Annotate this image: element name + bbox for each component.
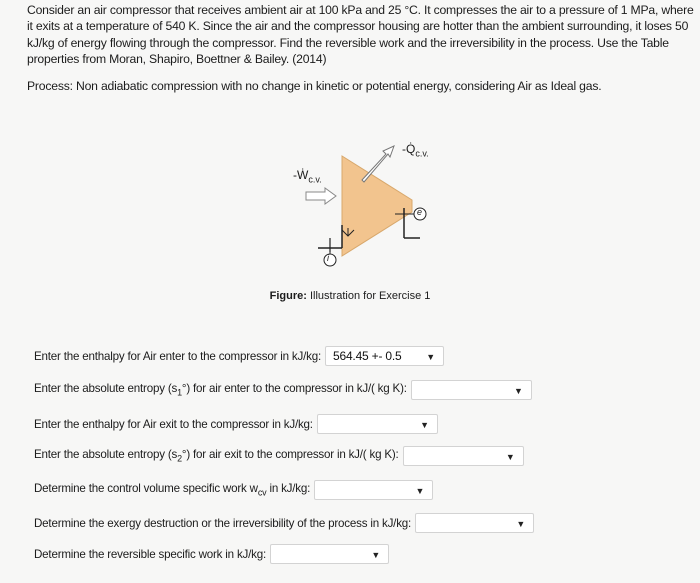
- compressor-body: [342, 156, 412, 256]
- figure-caption: [0, 290, 700, 302]
- inlet-marker: i: [327, 253, 329, 263]
- question-4-label: Enter the absolute entropy $(s_2^\circ)$ for air exit to the compressor in kJ/( kg K):: [34, 448, 399, 464]
- answer-7-dropdown[interactable]: [270, 544, 389, 564]
- figure-caption-text: Illustration for Exercise 1: [309, 290, 431, 302]
- problem-statement: Consider an air compressor that receives ambient air at 100 kPa and 25 °C. It compresses the air to a pressure of 1 MPa, where it exits at a temperature of 540 K. Since the air and the compressor housing are hotter than the ambient surrounding, it loses 50 kJ/kg of energy flowing through the compressor. Find the reversible work and the irreversibility in the process. Use the Table properties from Moran, Shapiro, Boettner & Bailey. (2014): [27, 3, 694, 67]
- chevron-down-icon: ▼: [426, 352, 436, 362]
- answer-4-dropdown[interactable]: [403, 446, 524, 466]
- work-label-symbol: -Ẇ: [293, 168, 309, 182]
- question-7-label: Determine the reversible specific work in kJ/kg:: [34, 547, 267, 561]
- answer-1-dropdown[interactable]: [325, 346, 444, 366]
- question-6-label: Determine the exergy destruction or the irreversibility of the process in kJ/kg:: [34, 516, 412, 530]
- question-row-6: [34, 511, 534, 535]
- answer-5-dropdown[interactable]: [314, 480, 433, 500]
- chevron-down-icon: ▼: [371, 550, 381, 560]
- compressor-figure: [0, 130, 700, 320]
- inlet-marker-circle: [324, 254, 336, 266]
- problem-text: [27, 2, 695, 94]
- question-row-4: [34, 444, 524, 468]
- answer-2-dropdown[interactable]: [411, 380, 532, 400]
- answer-6-dropdown[interactable]: [415, 513, 534, 533]
- chevron-down-icon: ▼: [505, 452, 515, 462]
- question-row-3: [34, 412, 438, 436]
- chevron-down-icon: ▼: [415, 486, 425, 496]
- work-label: [293, 168, 322, 184]
- question-row-2: [34, 378, 532, 402]
- chevron-down-icon: ▼: [516, 519, 526, 529]
- answer-3-dropdown[interactable]: [317, 414, 438, 434]
- process-description: Process: Non adiabatic compression with no change in kinetic or potential energy, considering Air as Ideal gas.: [27, 78, 602, 93]
- question-3-label: Enter the enthalpy for Air exit to the compressor in kJ/kg:: [34, 417, 313, 431]
- heat-label-symbol: -Q̇: [402, 142, 416, 156]
- figure-caption-prefix: Figure:: [269, 290, 307, 302]
- exit-marker: e: [417, 207, 423, 217]
- question-2-label: Enter the absolute entropy $(s_1^\circ)$ for air enter to the compressor in kJ/( kg K):: [34, 382, 407, 398]
- question-5-label: Determine the control volume specific work $w_{cv}$ in kJ/kg:: [34, 482, 311, 498]
- question-row-5: [34, 478, 433, 502]
- heat-label: [402, 142, 429, 158]
- question-1-label: Enter the enthalpy for Air enter to the compressor in kJ/kg:: [34, 349, 322, 363]
- question-row-1: [34, 344, 444, 368]
- work-arrow: [306, 188, 336, 204]
- answer-1-value: 564.45 +- 0.5: [333, 349, 402, 363]
- heat-label-subscript: c.v.: [415, 148, 429, 159]
- work-label-subscript: c.v.: [308, 174, 322, 185]
- question-row-7: [34, 542, 389, 566]
- heat-arrow: [362, 146, 394, 182]
- chevron-down-icon: ▼: [514, 386, 523, 396]
- chevron-down-icon: ▼: [420, 420, 429, 430]
